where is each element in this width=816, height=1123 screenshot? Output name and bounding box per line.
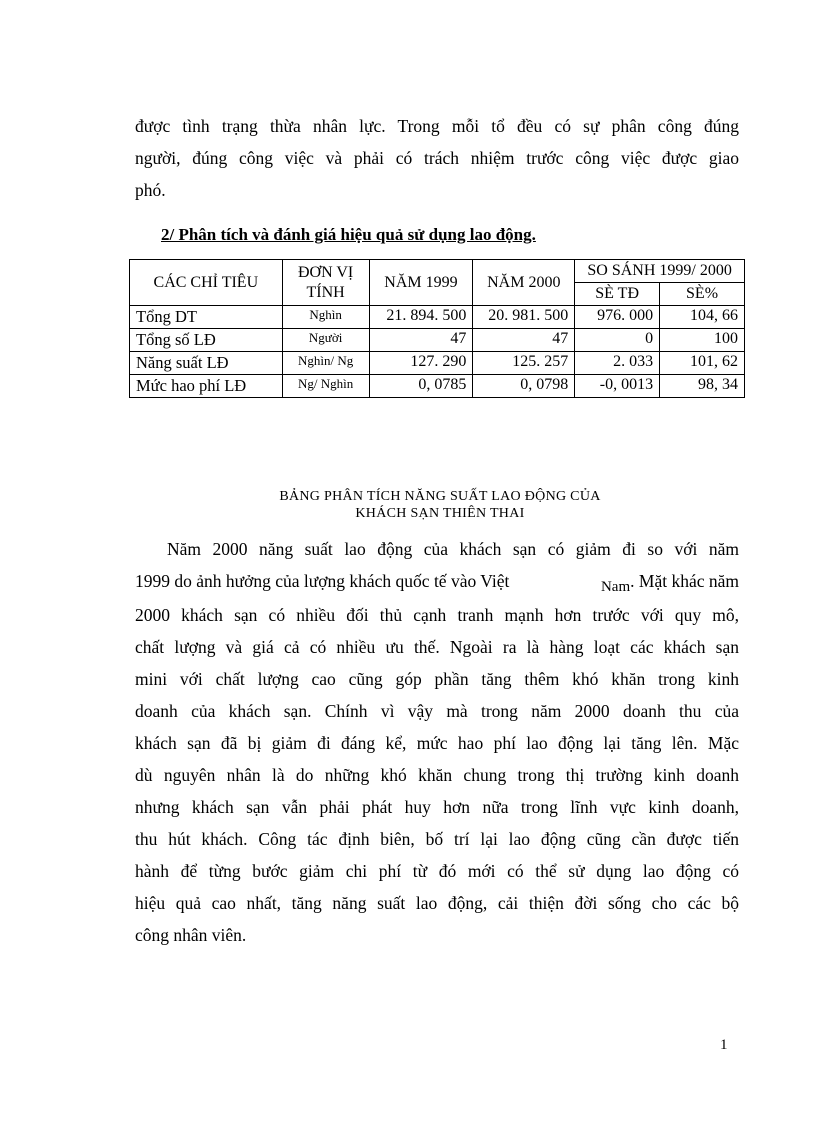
- row-unit: Người: [282, 329, 369, 352]
- row-unit: Nghìn/ Ng: [282, 352, 369, 375]
- row-value-2000: 0, 0798: [473, 375, 575, 398]
- body-line-2-a: 1999 do ảnh hưởng của lượng khách quốc tế vào Việt: [135, 571, 510, 591]
- body-line: thu hút khách. Công tác định biên, bố trí lại lao động cũng cần được tiến: [135, 829, 739, 849]
- intro-line-2: người, đúng công việc và phải có trách nhiệm trước công việc được giao: [135, 148, 739, 168]
- body-line: 2000 khách sạn có nhiều đối thủ cạnh tranh mạnh hơn trước với quy mô,: [135, 605, 739, 625]
- row-se-td: -0, 0013: [575, 375, 660, 398]
- table-row: [130, 329, 745, 352]
- body-line: hành để từng bước giảm chi phí từ đó mới có thể sử dụng lao động có: [135, 861, 739, 881]
- table-header-row: [130, 260, 745, 283]
- table-row: [130, 375, 745, 398]
- productivity-table: [129, 259, 745, 398]
- header-chi-tieu: CÁC CHỈ TIÊU: [130, 260, 283, 306]
- body-last-line: công nhân viên.: [135, 925, 247, 945]
- caption-line-2: KHÁCH SẠN THIÊN THAI: [355, 506, 525, 521]
- section-heading: 2/ Phân tích và đánh giá hiệu quả sử dụng lao động.: [161, 225, 536, 244]
- body-line-2-b: . Mặt khác năm: [630, 571, 739, 591]
- header-nam-2000: NĂM 2000: [473, 260, 575, 306]
- row-se-td: 976. 000: [575, 306, 660, 329]
- row-se-td: 0: [575, 329, 660, 352]
- row-label: Mức hao phí LĐ: [130, 375, 283, 398]
- body-line: nhưng khách sạn vẫn phải phát huy hơn nữa trong lĩnh vực kinh doanh,: [135, 797, 739, 817]
- body-line: mini với chất lượng cao cũng góp phần tăng thêm khó khăn trong kinh: [135, 669, 739, 689]
- body-line-2: [135, 565, 739, 599]
- table-caption: [180, 488, 700, 522]
- body-line-2-rest: [601, 565, 739, 599]
- row-unit: Ng/ Nghìn: [282, 375, 369, 398]
- header-se-td: SÈ TĐ: [575, 283, 660, 306]
- row-value-1999: 21. 894. 500: [369, 306, 473, 329]
- row-se-pct: 101, 62: [660, 352, 745, 375]
- page-number: 1: [720, 1037, 728, 1053]
- row-value-2000: 20. 981. 500: [473, 306, 575, 329]
- row-label: Tổng số LĐ: [130, 329, 283, 352]
- header-nam-1999: NĂM 1999: [369, 260, 473, 306]
- row-se-td: 2. 033: [575, 352, 660, 375]
- table-row: [130, 306, 745, 329]
- row-label: Tổng DT: [130, 306, 283, 329]
- body-line-1: Năm 2000 năng suất lao động của khách sạn có giảm đi so với năm: [167, 539, 739, 559]
- row-se-pct: 98, 34: [660, 375, 745, 398]
- caption-line-1: BẢNG PHÂN TÍCH NĂNG SUẤT LAO ĐỘNG CỦA: [279, 489, 601, 504]
- row-value-1999: 47: [369, 329, 473, 352]
- header-so-sanh: SO SÁNH 1999/ 2000: [575, 260, 745, 283]
- row-value-2000: 125. 257: [473, 352, 575, 375]
- intro-line-3: phó.: [135, 180, 166, 200]
- header-don-vi: ĐƠN VỊ TÍNH: [282, 260, 369, 306]
- header-se-pct: SÈ%: [660, 283, 745, 306]
- table-row: [130, 352, 745, 375]
- row-label: Năng suất LĐ: [130, 352, 283, 375]
- body-line-2-nam: Nam: [600, 579, 631, 595]
- row-value-1999: 127. 290: [369, 352, 473, 375]
- body-line: hiệu quả cao nhất, tăng năng suất lao động, cải thiện đời sống cho các bộ: [135, 893, 739, 913]
- row-unit: Nghìn: [282, 306, 369, 329]
- body-line: chất lượng và giá cả có nhiều ưu thế. Ngoài ra là hàng loạt các khách sạn: [135, 637, 739, 657]
- intro-paragraph: [135, 110, 739, 206]
- row-se-pct: 100: [660, 329, 745, 352]
- row-value-2000: 47: [473, 329, 575, 352]
- body-paragraph: [135, 533, 739, 951]
- body-line: doanh của khách sạn. Chính vì vậy mà trong năm 2000 doanh thu của: [135, 701, 739, 721]
- row-se-pct: 104, 66: [660, 306, 745, 329]
- intro-line-1: được tình trạng thừa nhân lực. Trong mỗi tổ đều có sự phân công đúng: [135, 116, 739, 136]
- body-line: khách sạn đã bị giảm đi đáng kể, mức hao phí lao động lại tăng lên. Mặc: [135, 733, 739, 753]
- body-line: dù nguyên nhân là do những khó khăn chung trong thị trường kinh doanh: [135, 765, 739, 785]
- row-value-1999: 0, 0785: [369, 375, 473, 398]
